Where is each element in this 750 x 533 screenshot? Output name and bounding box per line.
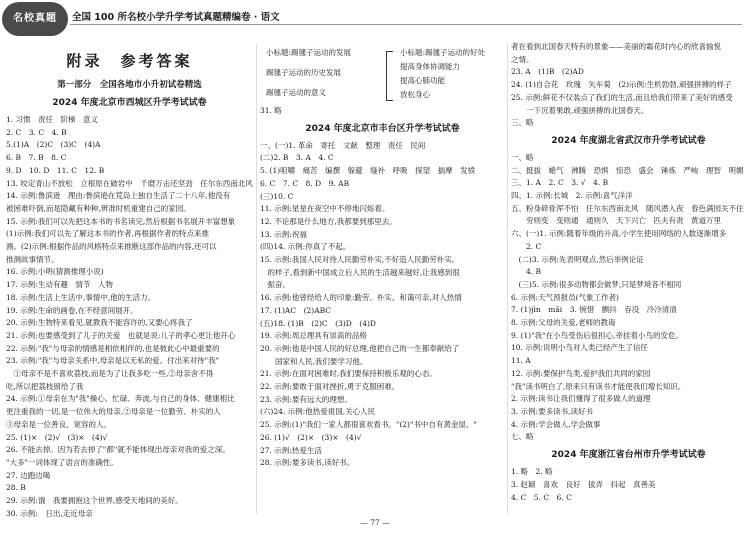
answer-line: 二、挺拔 蜷气 沸腾 恐惧 惊恐 盛会 锤炼 严峻 理智 明媚 — [511, 165, 744, 175]
answer-line: 17. (1)AC (2)ABC — [260, 305, 332, 315]
answer-line: 21. 示例:在面对困难时,我们要保持积极乐观的心态。 — [260, 369, 437, 379]
answer-line: "我"读书明白了,原来只有读书才能使我们增长知识。 — [511, 381, 686, 391]
answer-line: 5.(1)A (2)C (3)C (4)A — [6, 140, 101, 150]
column-divider — [507, 44, 508, 514]
answer-line: 28. B — [6, 483, 26, 493]
answer-line: 3. 示例:要多读书,读好书 — [511, 406, 593, 416]
mindmap-brace — [386, 51, 393, 101]
answer-line: 12. 示例:要保护鸟类,爱护我们共同的家园 — [511, 368, 651, 378]
answer-line: 24. (1)自合花 玫瑰 矢车菊 (2)示例:生机勃勃,顽强拼搏的样子 — [511, 80, 732, 90]
mindmap-right-2: 提高心肺功能 — [400, 76, 445, 85]
answer-line: 的样子,看到新中国成立后人民的生活越来越好,让我感到很 — [260, 267, 460, 277]
answer-line: 2. C — [511, 241, 542, 251]
answer-line: 者在看到北国春天特有的景象——美丽的霜花时内心的欣喜愉悦 — [511, 42, 721, 51]
answer-line: 6. 示例:天气预报员(气象工作者) — [511, 292, 619, 302]
answer-line: 16. 示例:他曾经给人的印象:勤劳、朴实、和蔼可亲,对人热情 — [260, 293, 462, 303]
answer-line: 1. 略 2. 略 — [511, 467, 553, 477]
answer-line: 推测故事情节。 — [6, 254, 59, 264]
appendix-title: 附录 参考答案 — [66, 52, 193, 70]
answer-line: 测。(2)示例:根据作品的风格特点来推断这部作品的内容,还可以 — [6, 242, 217, 252]
answer-line: (二)2. B 3. A 4. C — [260, 153, 334, 163]
answer-line: 更注重我的一切,是一位伟大的母亲,②母亲是一位勤劳、朴实的人 — [6, 407, 221, 417]
answer-line: 27. 示例:热爱生活 — [260, 445, 322, 455]
answer-line: 国家和人民,我们要学习他。 — [260, 356, 368, 366]
exam-title-taizhou: 2024 年度浙江省台州市升学考试试卷 — [551, 450, 706, 461]
page-number: — 77 — — [360, 518, 390, 527]
answer-line: 28. 示例:要多读书,读好书。 — [260, 458, 355, 468]
answer-line: 31. 略 — [260, 106, 282, 115]
answer-line: 19. 示例:周总理具有崇高的品格 — [260, 331, 367, 341]
answer-line: 29. 示例:饿 我要拥抱这个世界,感受天地间的美好。 — [6, 496, 183, 506]
answer-line: 一、略 — [511, 152, 534, 162]
answer-line: 三、1. A 2. C 3. √ 4. B — [511, 178, 609, 188]
answer-list-wuhan — [511, 152, 746, 381]
answer-line: 3. 赵颖 喜欢 良好 拔弄 抖起 真善美 — [511, 479, 656, 489]
answer-line: 16. 示例:小明(猜测推理小说) — [6, 267, 104, 277]
exam-title-fengtai: 2024 年度北京市丰台区升学考试试卷 — [305, 123, 460, 134]
answer-list-taizhou — [511, 466, 746, 504]
answer-line: 四、1. 示例:长城 2. 示例:喜气洋洋 — [511, 191, 633, 201]
answer-line: 4. C 5. C 6. C — [511, 492, 572, 502]
answer-line: 26. (1)√ (2)× (3)× (4)√ — [260, 432, 362, 442]
answer-line: 一、(一)1. 革命 寄托 文献 整理 责任 民间 — [260, 140, 426, 150]
answer-line: (四)14. 示例:你真了不起。 — [260, 242, 351, 252]
answer-line: 23. 示例:"我"与母亲关系中,母亲是以无私的爱、付出来对待"我" — [6, 356, 220, 366]
column-divider — [256, 44, 257, 514]
answer-line: 振奋。 — [260, 280, 290, 290]
answer-list-continued — [511, 41, 746, 130]
mindmap-left-mid: 踢毽子运动的历史发展 — [266, 68, 341, 77]
answer-line: 被困难吓倒,而是隐藏有种种,辨准时机重建自己的家园。 — [6, 203, 191, 213]
answer-list-fengtai — [260, 140, 505, 470]
answer-line: 4. B — [511, 267, 542, 277]
answer-line: 吃,所以把荔枝留给了我 — [6, 381, 84, 391]
answer-line: 2. C 3. C 4. B — [6, 127, 67, 137]
answer-line: 25. 示例:(1)"我们一家人都很喜欢看书。"(2)"书中自有黄金屋。" — [260, 420, 477, 430]
answer-line: 13. 咬定青山不放松 立根原在破岩中 千磨万击还坚劲 任尔东西南北风 — [6, 178, 253, 188]
answer-line: 11. 示例:星星在夜空中不停地闪烁着。 — [260, 204, 390, 214]
series-logo: 名校真题 — [2, 2, 68, 36]
answer-line: (六)24. 示例:他热爱祖国,关心人民 — [260, 407, 376, 417]
answer-line: 25. 示例:鲜花不仅装点了我们的生活,而且给我们带来了美好的感受 — [511, 92, 733, 102]
book-title: 全国 100 所名校小学升学考试真题精编卷 · 语文 — [72, 12, 280, 23]
header-rule — [70, 24, 742, 25]
answer-line: 11. A — [511, 356, 531, 366]
answer-list-xicheng — [6, 114, 253, 521]
answer-line: 21. 示例:也要感受到了儿子的关爱 也就是说:儿子的孝心更让他开心 — [6, 330, 236, 340]
answer-line: ③母亲是一位善良、宽容的人。 — [6, 419, 111, 429]
mindmap-right-1: 提高身体协调能力 — [400, 62, 460, 71]
answer-line: 4. 示例:学会做人,学会做事 — [511, 419, 601, 429]
answer-line: 10. 示例:说明小鸟对人类已经产生了信任 — [511, 343, 648, 353]
answer-line: 5. (1)咀嚼 痛苦 编撰 躲避 缝补 呼吸 探望 揣摩 发愤 — [260, 166, 476, 176]
answer-line: 穷则变 变则通 通则久 天下兴亡 匹夫有责 黄道万里 — [511, 216, 721, 226]
answer-line: (1)示例:我们可以先了解这本书的作者,再根据作者的特点来推 — [6, 229, 210, 239]
answer-line: 19. 示例:生命的画卷,在不经意间展开。 — [6, 305, 138, 315]
answer-line: 五、粉身碎骨浑不怕 任尔东西南北风 随风潜入夜 春色满园关不住 — [511, 203, 744, 213]
answer-line: 25. (1)× (2)√ (3)× (4)√ — [6, 432, 108, 442]
mindmap-right-0: 小标题:踢毽子运动的好处 — [400, 48, 486, 57]
answer-line: 26. 不能去掉。因为若去掉了"都"就不能体现出母亲对我的爱之深。 — [6, 445, 230, 455]
column-right — [511, 41, 746, 504]
column-left — [6, 50, 253, 521]
answer-line: 之情。 — [511, 54, 534, 64]
answer-line: (三)5. 示例:很多动物都会做梦,只是梦境各不相同 — [511, 279, 682, 289]
answer-line: (二)3. 示例:先表明观点,然后举例论证 — [511, 254, 644, 264]
answer-line: 7. (1)jìn mǎi 3. 惋惜 颤抖 吞没 冷冷清清 — [511, 305, 677, 315]
answer-line: 8. 示例:父母的关爱,老师的教诲 — [511, 318, 616, 328]
mindmap-left-top: 小标题:踢毽子运动的发展 — [266, 48, 352, 57]
answer-list-wuhan-tail — [511, 381, 746, 432]
answer-line: 七、略 — [511, 432, 534, 442]
answer-line: 30. 示例: 日出,走近母亲 — [6, 508, 93, 518]
answer-line: 1. 习惯 责任 阶梯 意义 — [6, 115, 99, 124]
answer-line: "大多"一词体现了语言的准确性。 — [6, 457, 118, 467]
answer-line: 2. 示例:读书让我们懂得了很多做人的道理 — [511, 394, 651, 404]
answer-line: 15. 示例:我国人民对待人民勤劳朴实,不好造人民勤劳朴实, — [260, 255, 455, 265]
answer-line: 22. 示例:"我"与母亲的情感是相依相伴的,也是彼此心中最重要的 — [6, 343, 220, 353]
answer-line: 六、(一)1. 示例:随着年级的升高,小学生使用网络的人数逐渐增多 — [511, 229, 727, 239]
page-header — [0, 0, 750, 40]
exam-title-xicheng: 2024 年度北京市西城区升学考试试卷 — [52, 98, 207, 108]
answer-line: 20. 示例:生物特来看见,就教我不能容许的,又要心疼我了 — [6, 318, 193, 328]
answer-line: 一下沉着果敢,顽强拼搏的北国春天。 — [511, 105, 649, 115]
answer-line: 27. 边跑边喝 — [6, 470, 51, 480]
answer-line: 9. (1)"我"在小鸟受伤后很担心,牵挂着小鸟的安危。 — [511, 330, 683, 340]
part-title: 第一部分 全国各地市小升初试卷精选 — [57, 80, 202, 90]
answer-line: 20. 示例:他是中国人民的好总理,他把自己的一生都奉献给了 — [260, 343, 460, 353]
answer-line: 6. C 7. C 8. D 9. AB — [260, 178, 350, 188]
answer-line: 15. 示例:我们可以先把这本书的书名读完,然后根据书名展开丰富想象 — [6, 216, 236, 226]
answer-line: 6. B 7. B 8. C — [6, 153, 67, 163]
answer-line: 23. A (1)B (2)AD — [511, 67, 584, 77]
answer-line: 18. 示例:生活上生活中,事情中,他的生活力。 — [6, 292, 156, 302]
answer-line: 23. 示例:要有远大的理想。 — [260, 394, 352, 404]
answer-line: 24. 示例:①母亲在为"我"操心、忙碌、奔波,与自己的身体、健康相比 — [6, 394, 235, 404]
mindmap-left-bottom: 踢毽子运动的意义 — [266, 88, 326, 97]
answer-line: (三)10. C — [260, 191, 294, 201]
answer-line: 三、略 — [511, 118, 534, 128]
answer-line: 13. 示例:祝福 — [260, 229, 307, 239]
mindmap-right-3: 放松身心 — [400, 90, 430, 99]
column-middle — [260, 47, 505, 470]
answer-line: 12. 不论那是什么地方,我都要到那里去。 — [260, 216, 397, 226]
answer-line: ①母亲不是不喜欢荔枝,而是为了让我多吃一些,②母亲舍不得 — [6, 369, 214, 379]
mind-map — [260, 47, 505, 105]
answer-line: 14. 示例:鲁滨逊 理由:鲁滨逊在荒岛上独自生活了二十八年,他没有 — [6, 191, 231, 201]
answer-line: 22. 示例:要敢于面对挫折,勇于克服困难。 — [260, 382, 400, 392]
answer-line: (五)18. (1)B (2)C (3)D (4)D — [260, 318, 376, 328]
exam-title-wuhan: 2024 年度湖北省武汉市升学考试试卷 — [551, 135, 706, 146]
answer-line: 17. 示例:生动有趣 情节 人物 — [6, 280, 113, 290]
answer-line: 9. D 10. D 11. C 12. B — [6, 165, 105, 175]
